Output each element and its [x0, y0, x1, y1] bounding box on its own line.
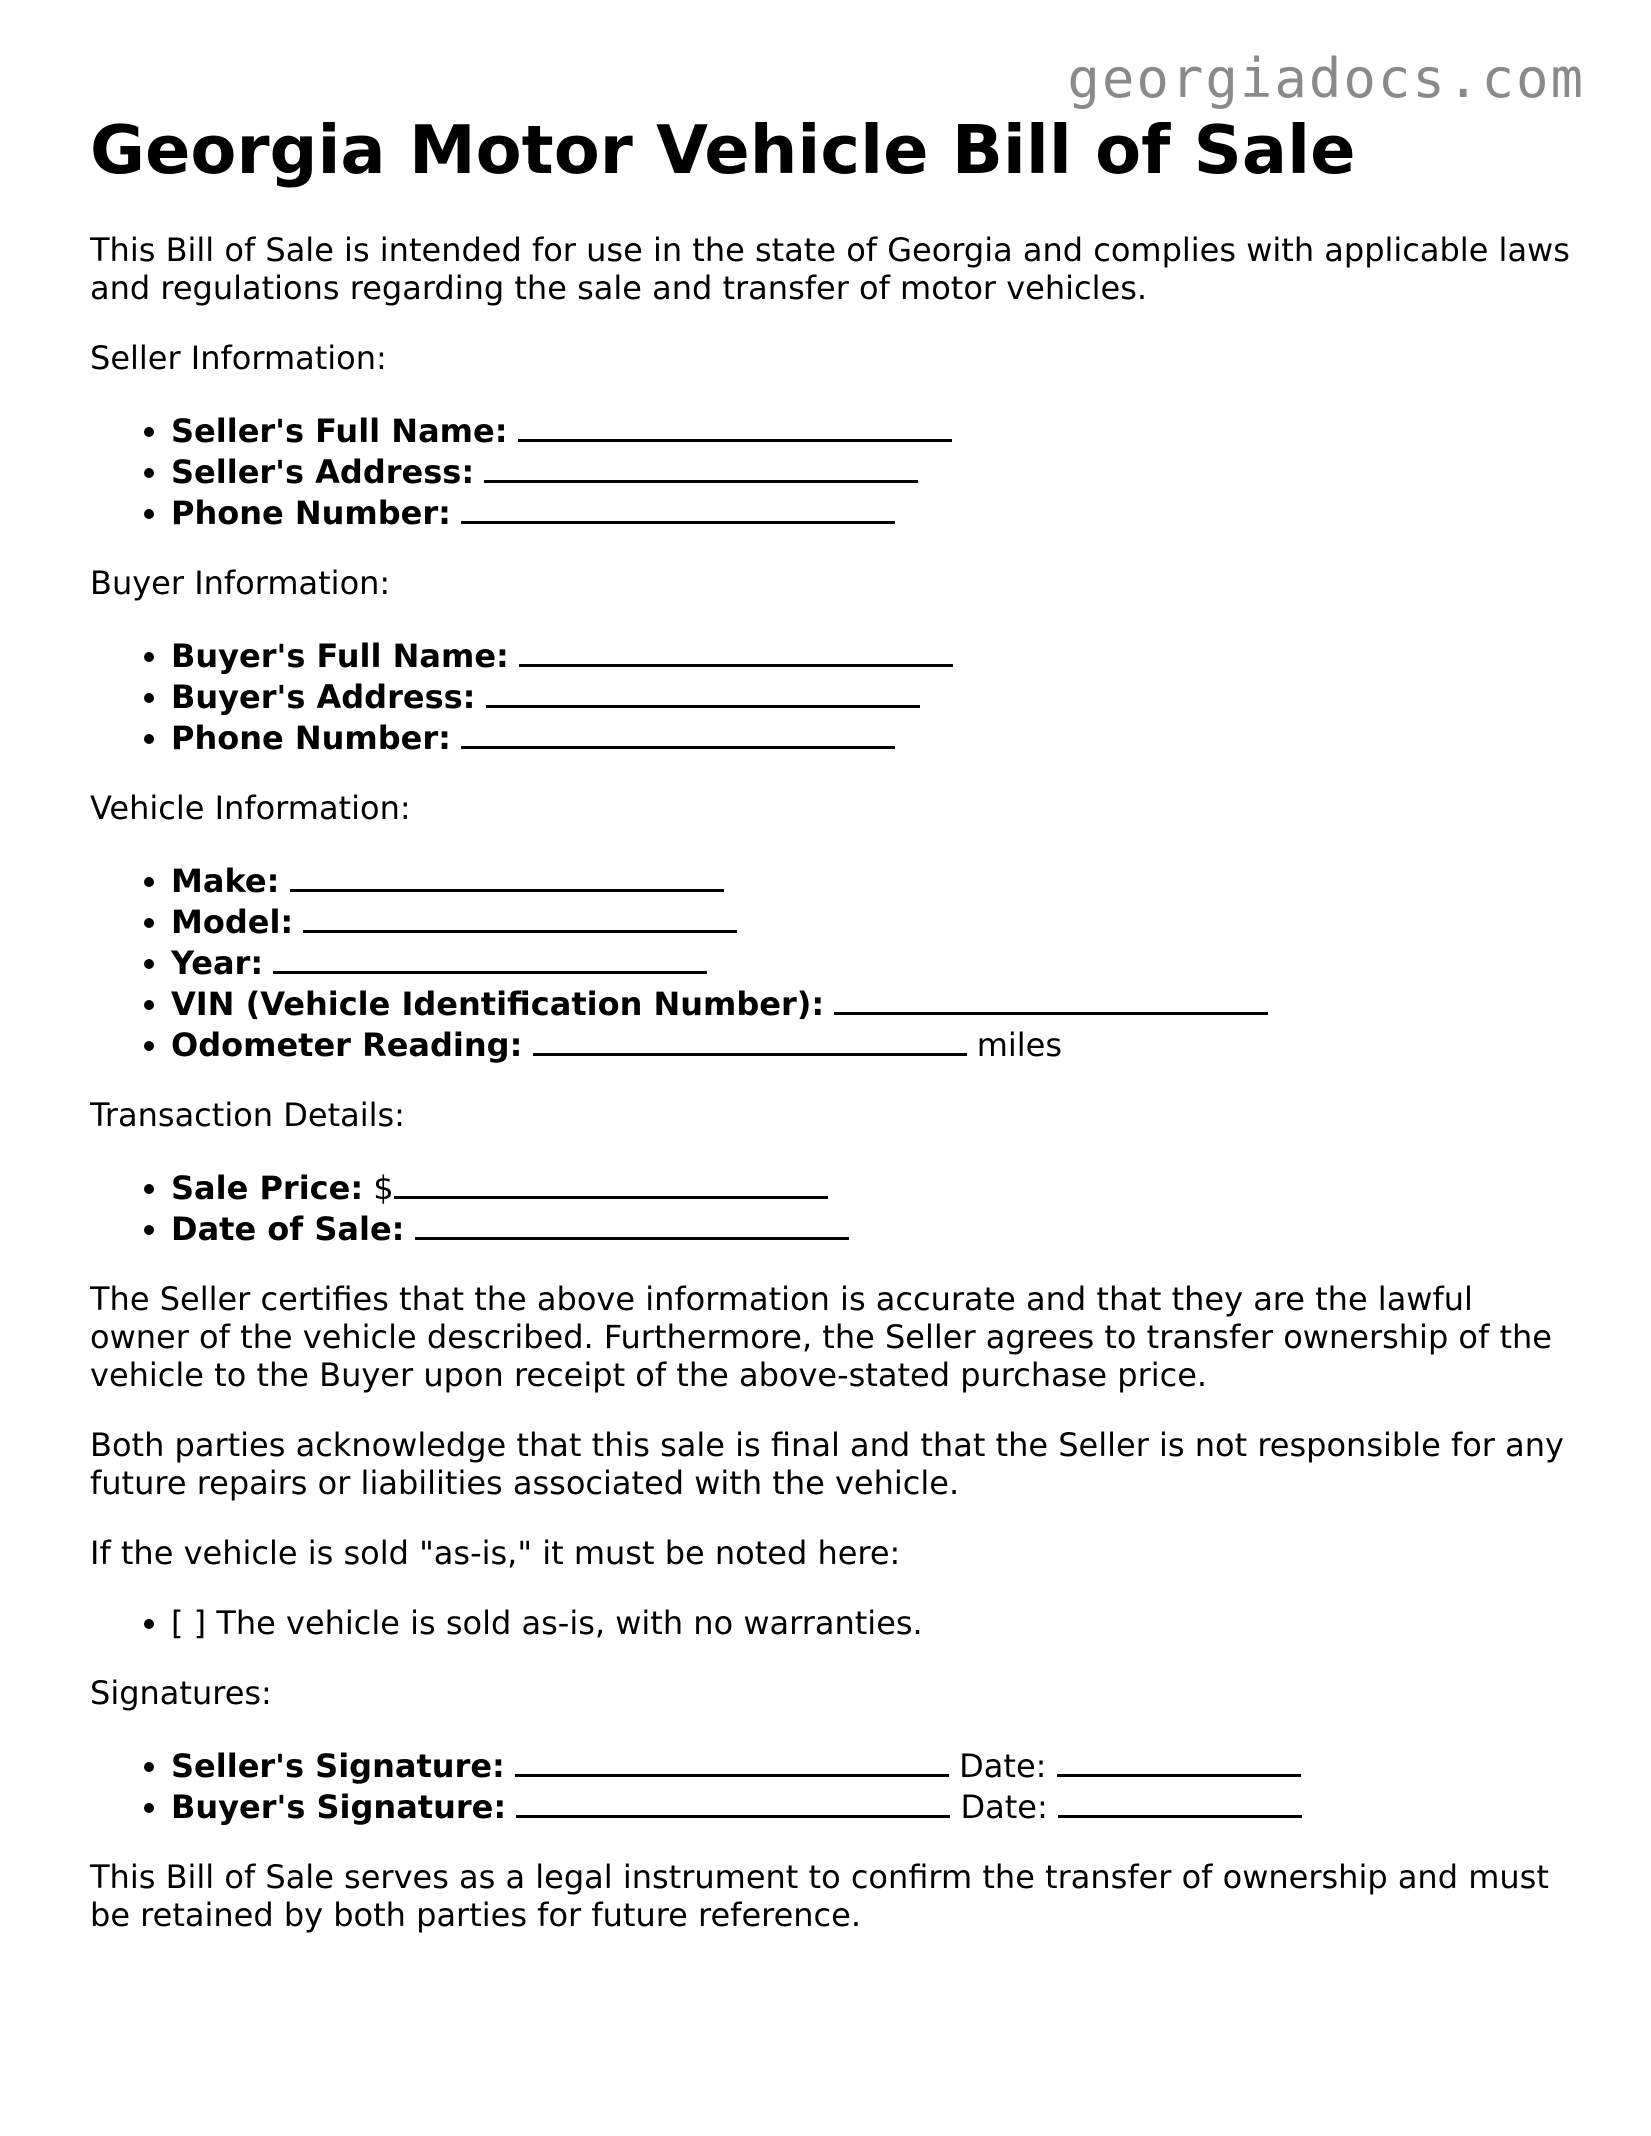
buyer-phone-blank[interactable] — [461, 716, 895, 749]
seller-date-blank[interactable] — [1057, 1744, 1301, 1777]
field-label: Phone Number: — [171, 719, 451, 758]
buyer-section-heading: Buyer Information: — [90, 564, 391, 603]
acknowledgment-paragraph: Both parties acknowledge that this sale is final and that the Seller is not responsible for any future repairs or liabilities associated with the vehicle. — [90, 1426, 1564, 1503]
buyer-date-blank[interactable] — [1058, 1785, 1302, 1818]
vehicle-vin-field — [171, 982, 1570, 1023]
seller-signature-blank[interactable] — [515, 1744, 949, 1777]
seller-address-field — [171, 450, 1570, 491]
buyer-full-name-field — [171, 634, 1570, 675]
vehicle-fields-list — [90, 859, 1570, 1064]
vehicle-section-heading: Vehicle Information: — [90, 789, 411, 828]
as-is-list — [90, 1604, 1570, 1642]
document-page — [90, 112, 1570, 1966]
date-label: Date: — [959, 1747, 1047, 1786]
currency-symbol: $ — [373, 1169, 394, 1208]
date-label: Date: — [960, 1788, 1048, 1827]
seller-phone-blank[interactable] — [461, 491, 895, 524]
intro-paragraph: This Bill of Sale is intended for use in the state of Georgia and complies with applicable laws and regulations regarding the sale and transfer of motor vehicles. — [90, 231, 1570, 308]
vehicle-odometer-field — [171, 1023, 1570, 1064]
field-label: Odometer Reading: — [171, 1026, 523, 1065]
transaction-section-heading: Transaction Details: — [90, 1096, 405, 1135]
signatures-section-heading: Signatures: — [90, 1674, 272, 1713]
date-of-sale-field — [171, 1207, 1570, 1248]
field-label: VIN (Vehicle Identification Number): — [171, 985, 825, 1024]
field-label: Buyer's Address: — [171, 678, 476, 717]
odometer-unit: miles — [976, 1026, 1063, 1065]
field-label: Sale Price: — [171, 1169, 364, 1208]
vehicle-model-field — [171, 900, 1570, 941]
signatures-list — [90, 1744, 1570, 1826]
vehicle-year-field — [171, 941, 1570, 982]
certification-paragraph: The Seller certifies that the above information is accurate and that they are the lawful owner of the vehicle described. Furthermore, the Seller agrees to transfer ownership of the vehicle to the Buyer upon receipt of the above-stated purchase price. — [90, 1280, 1552, 1395]
field-label: Phone Number: — [171, 494, 451, 533]
buyer-signature-field — [171, 1785, 1570, 1826]
field-label: Date of Sale: — [171, 1210, 405, 1249]
vehicle-model-blank[interactable] — [303, 900, 737, 933]
vehicle-odometer-blank[interactable] — [533, 1023, 967, 1056]
vehicle-make-field — [171, 859, 1570, 900]
seller-signature-field — [171, 1744, 1570, 1785]
seller-section-heading: Seller Information: — [90, 339, 387, 378]
buyer-fields-list — [90, 634, 1570, 757]
field-label: Year: — [171, 944, 264, 983]
transaction-fields-list — [90, 1166, 1570, 1248]
sale-price-blank[interactable] — [394, 1166, 828, 1199]
seller-full-name-field — [171, 409, 1570, 450]
as-is-checkbox-item[interactable]: • [ ] The vehicle is sold as-is, with no warranties. — [171, 1604, 1570, 1642]
seller-full-name-blank[interactable] — [518, 409, 952, 442]
buyer-full-name-blank[interactable] — [519, 634, 953, 667]
field-label: Seller's Full Name: — [171, 412, 508, 451]
field-label: Buyer's Full Name: — [171, 637, 509, 676]
field-label: Make: — [171, 862, 280, 901]
sale-price-field — [171, 1166, 1570, 1207]
vehicle-make-blank[interactable] — [290, 859, 724, 892]
field-label: Buyer's Signature: — [171, 1788, 507, 1827]
buyer-address-field — [171, 675, 1570, 716]
date-of-sale-blank[interactable] — [415, 1207, 849, 1240]
buyer-signature-blank[interactable] — [516, 1785, 950, 1818]
field-label: Model: — [171, 903, 294, 942]
watermark: georgiadocs.com — [1067, 47, 1585, 110]
seller-address-blank[interactable] — [484, 450, 918, 483]
as-is-heading: If the vehicle is sold "as-is," it must be noted here: — [90, 1534, 901, 1573]
closing-paragraph: This Bill of Sale serves as a legal instrument to confirm the transfer of ownership and must be retained by both parties for future reference. — [90, 1858, 1549, 1935]
field-label: Seller's Signature: — [171, 1747, 505, 1786]
seller-phone-field — [171, 491, 1570, 532]
buyer-phone-field — [171, 716, 1570, 757]
seller-fields-list — [90, 409, 1570, 532]
document-title: Georgia Motor Vehicle Bill of Sale — [90, 111, 1356, 189]
vehicle-year-blank[interactable] — [273, 941, 707, 974]
field-label: Seller's Address: — [171, 453, 475, 492]
vehicle-vin-blank[interactable] — [834, 982, 1268, 1015]
buyer-address-blank[interactable] — [486, 675, 920, 708]
